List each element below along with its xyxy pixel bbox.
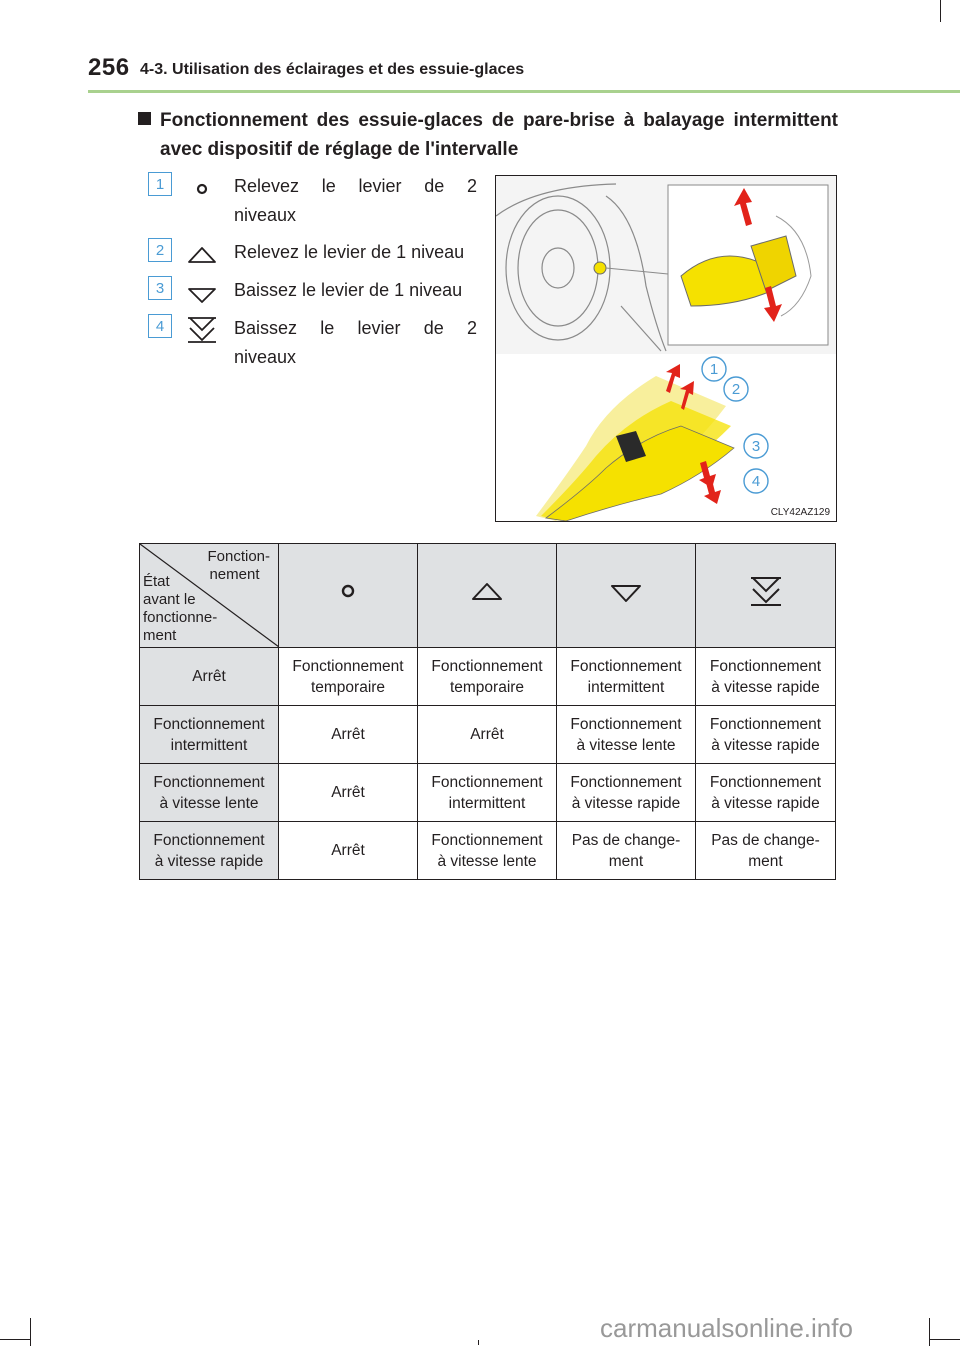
table-cell: Arrêt bbox=[279, 822, 418, 880]
table-cell: Fonctionnement intermittent bbox=[418, 764, 557, 822]
table-cell: Fonctionnement à vitesse rapide bbox=[557, 764, 696, 822]
wiper-lever-figure bbox=[495, 175, 837, 522]
legend-text-3: Baissez le levier de 1 niveau bbox=[234, 280, 463, 300]
table-cell: Pas de change- ment bbox=[557, 822, 696, 880]
column-header-down-two bbox=[696, 544, 836, 648]
page-number: 256 bbox=[88, 54, 130, 81]
crop-mark bbox=[478, 1340, 479, 1345]
table-corner-cell bbox=[140, 544, 279, 648]
lever-down-two-icon bbox=[746, 573, 786, 613]
figure-label-3: 3 bbox=[751, 438, 761, 455]
legend-text-2: Relevez le levier de 1 niveau bbox=[234, 242, 465, 262]
table-cell: Fonctionnement à vitesse rapide bbox=[696, 764, 836, 822]
figure-label-4: 4 bbox=[751, 473, 761, 490]
chapter-title: 4-3. Utilisation des éclairages et des essuie-glaces bbox=[140, 61, 525, 78]
crop-mark bbox=[930, 1339, 960, 1340]
table-cell: Pas de change- ment bbox=[696, 822, 836, 880]
table-cell: Arrêt bbox=[279, 764, 418, 822]
section-heading-line2: avec dispositif de réglage de l'intervalle bbox=[160, 139, 519, 160]
figure-code: CLY42AZ129 bbox=[770, 507, 830, 518]
crop-mark bbox=[0, 1339, 30, 1340]
table-row bbox=[140, 648, 836, 706]
legend-number-1: 1 bbox=[148, 172, 172, 196]
watermark: carmanualsonline.info bbox=[600, 1313, 853, 1343]
table-cell: Arrêt bbox=[279, 706, 418, 764]
page-header bbox=[88, 52, 960, 92]
table-cell: Fonctionnement à vitesse lente bbox=[418, 822, 557, 880]
column-header-mist bbox=[279, 544, 418, 648]
legend-item-3 bbox=[148, 276, 478, 308]
table-cell: Fonctionnement à vitesse lente bbox=[557, 706, 696, 764]
row-state: Fonctionnement à vitesse rapide bbox=[140, 822, 279, 880]
figure-illustration bbox=[496, 176, 837, 522]
corner-function-label: Fonction- nement bbox=[207, 548, 270, 583]
lever-up-icon bbox=[184, 238, 220, 274]
row-state: Fonctionnement intermittent bbox=[140, 706, 279, 764]
corner-state-label: État avant le fonctionne- ment bbox=[143, 573, 218, 644]
lever-down-icon bbox=[184, 276, 220, 312]
table-row bbox=[140, 822, 836, 880]
legend-item-4 bbox=[148, 314, 478, 374]
crop-mark bbox=[30, 1318, 31, 1346]
section-heading-line1: Fonctionnement des essuie-glaces de pare-brise à balayage intermittent bbox=[160, 110, 838, 131]
lever-down-two-icon bbox=[184, 314, 220, 350]
table-cell: Fonctionnement intermittent bbox=[557, 648, 696, 706]
table-row bbox=[140, 764, 836, 822]
lever-tip-icon bbox=[594, 262, 606, 274]
row-state: Arrêt bbox=[140, 648, 279, 706]
wiper-operation-table bbox=[139, 543, 836, 880]
mist-circle-icon bbox=[328, 573, 368, 613]
legend-item-2 bbox=[148, 238, 478, 270]
legend-number-2: 2 bbox=[148, 238, 172, 262]
legend-text-4: Baissez le levier de 2 niveaux bbox=[234, 318, 477, 367]
lever-down-icon bbox=[606, 573, 646, 613]
mist-circle-icon bbox=[184, 172, 220, 208]
column-header-up bbox=[418, 544, 557, 648]
crop-mark bbox=[929, 1318, 930, 1346]
table-header-row bbox=[140, 544, 836, 648]
section-heading bbox=[138, 106, 838, 164]
figure-label-1: 1 bbox=[709, 361, 719, 378]
lever-up-icon bbox=[467, 573, 507, 613]
crop-mark bbox=[940, 0, 941, 22]
legend-text-1: Relevez le levier de 2 niveaux bbox=[234, 176, 477, 225]
legend-number-4: 4 bbox=[148, 314, 172, 338]
table-cell: Fonctionnement à vitesse rapide bbox=[696, 706, 836, 764]
square-bullet-icon bbox=[138, 112, 151, 125]
table-row bbox=[140, 706, 836, 764]
legend-number-3: 3 bbox=[148, 276, 172, 300]
table-cell: Fonctionnement à vitesse rapide bbox=[696, 648, 836, 706]
table-cell: Arrêt bbox=[418, 706, 557, 764]
table-cell: Fonctionnement temporaire bbox=[418, 648, 557, 706]
column-header-down bbox=[557, 544, 696, 648]
row-state: Fonctionnement à vitesse lente bbox=[140, 764, 279, 822]
header-rule bbox=[88, 90, 960, 93]
figure-label-2: 2 bbox=[731, 381, 741, 398]
legend-item-1 bbox=[148, 172, 478, 232]
table-cell: Fonctionnement temporaire bbox=[279, 648, 418, 706]
